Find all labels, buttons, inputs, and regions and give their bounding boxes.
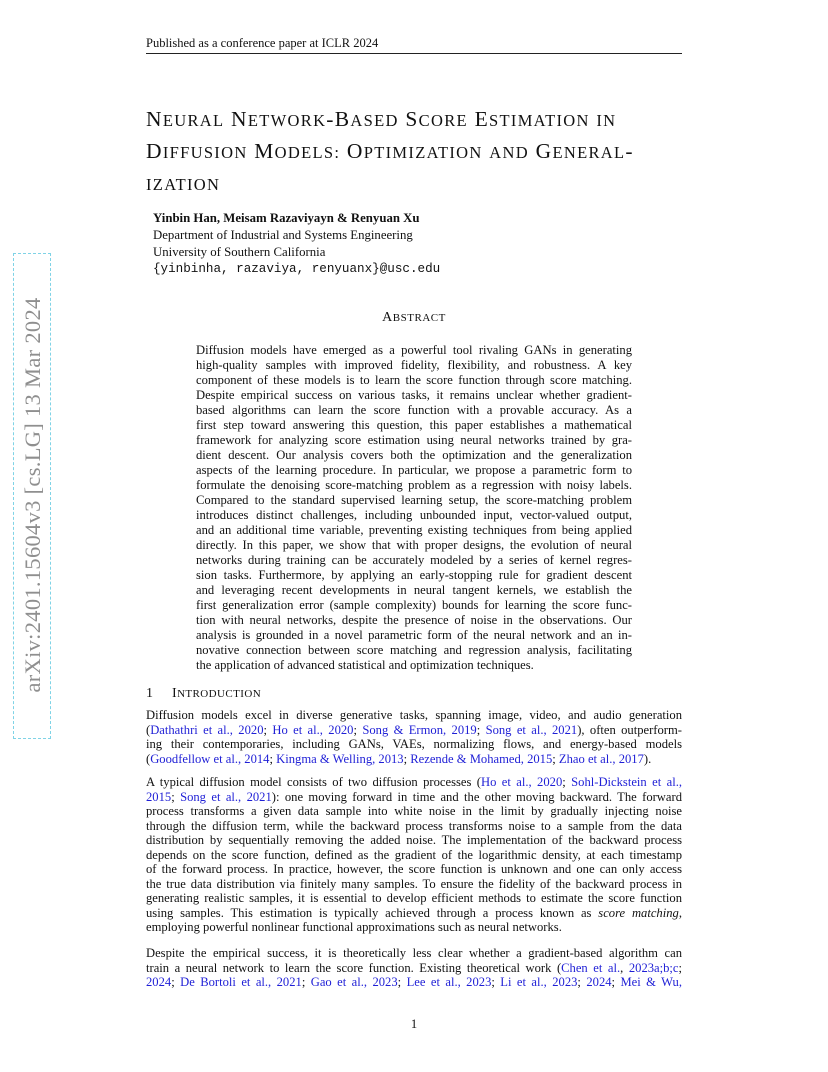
- citation-link[interactable]: De Bortoli et al., 2021: [180, 975, 302, 990]
- citation-link[interactable]: Ho et al., 2020: [480, 775, 563, 789]
- paragraph-line: Diffusion models excel in diverse generative tasks, spanning image, video, and audio generation: [146, 708, 682, 722]
- emphasis-text: score matching: [598, 905, 679, 920]
- title-line: IZATION: [146, 175, 221, 194]
- citation-link[interactable]: Ho et al., 2020: [272, 722, 354, 737]
- citation-link[interactable]: Rezende & Mohamed, 2015: [410, 751, 553, 766]
- abstract-line: aspects of the learning procedure. In particular, we propose a parametric form to: [196, 463, 632, 477]
- paragraph-line: train a neural network to learn the score function. Existing theoretical work (Chen et al., 2023a;b;c;: [146, 960, 683, 975]
- paragraph-line: generating realistic samples, it is essential to develop efficient methods to estimate the score function: [146, 891, 682, 906]
- title-line: NEURAL NETWORK-BASED SCORE ESTIMATION IN: [146, 107, 617, 131]
- paragraph-line: distribution by sequentially removing the added noise. The implementation of the backward process: [146, 833, 682, 848]
- citation-link[interactable]: 2024: [586, 975, 612, 990]
- author-names: Yinbin Han, Meisam Razaviyayn & Renyuan Xu: [153, 211, 420, 225]
- section-number: 1: [146, 686, 154, 701]
- citation-link[interactable]: Dathathri et al., 2020: [150, 722, 264, 737]
- arxiv-stamp-text: arXiv:2401.15604v3 [cs.LG] 13 Mar 2024: [20, 297, 45, 693]
- paragraph-line: A typical diffusion model consists of two diffusion processes (Ho et al., 2020; Sohl-Dickstein et al.,: [146, 775, 682, 789]
- abstract-line: networks during training can be accurately modeled by a series of kernel regres-: [196, 553, 632, 567]
- author-email[interactable]: {yinbinha, razaviya, renyuanx}@usc.edu: [153, 262, 441, 276]
- abstract-line: based algorithms can learn the score function with a provable accuracy. As a: [196, 403, 632, 417]
- citation-link[interactable]: Kingma & Welling, 2013: [276, 751, 404, 766]
- abstract-line: high-quality samples with improved fidelity, flexibility, and robustness. A key: [196, 358, 632, 372]
- citation-link[interactable]: Zhao et al., 2017: [558, 751, 644, 766]
- paragraph-line: (Goodfellow et al., 2014; Kingma & Welling, 2013; Rezende & Mohamed, 2015; Zhao et al., 2017).: [146, 751, 652, 766]
- abstract-line: Diffusion models have emerged as a powerful tool rivaling GANs in generating: [196, 343, 632, 357]
- abstract-line: first generalization error (sample complexity) bounds for learning the score func-: [196, 598, 632, 612]
- abstract-line: tion with neural networks, despite the presence of noise in the observations. Our: [196, 613, 632, 627]
- paragraph-line: ing their contemporaries, including GANs, VAEs, normalizing flows, and energy-based models: [146, 737, 682, 752]
- abstract-line: directly. In this paper, we show that with proper designs, the evolution of neural: [196, 538, 632, 552]
- citation-link[interactable]: Gao et al., 2023: [310, 975, 398, 990]
- paragraph-line: 2015; Song et al., 2021): one moving forward in time and the other moving backward. The forward: [146, 789, 682, 804]
- running-head: Published as a conference paper at ICLR 2024: [146, 36, 379, 50]
- abstract-line: component of these models is to learn the score function through score matching.: [196, 373, 632, 387]
- citation-link[interactable]: Sohl-Dickstein et al.,: [571, 775, 682, 789]
- citation-link[interactable]: Song et al., 2021: [180, 789, 272, 804]
- intro-paragraph-1: [146, 708, 682, 766]
- paragraph-line: using samples. This estimation is typically achieved through a process known as score matching,: [146, 905, 682, 920]
- abstract-line: the application of advanced statistical and optimization techniques.: [196, 658, 534, 672]
- abstract-line: Despite empirical success on various tasks, it remains unclear whether gradient-: [196, 388, 632, 402]
- abstract-line: first step toward answering this question, this paper establishes a mathematical: [196, 418, 632, 432]
- paragraph-line: (Dathathri et al., 2020; Ho et al., 2020; Song & Ermon, 2019; Song et al., 2021), often outperform-: [146, 722, 682, 737]
- abstract-line: and an additional time variable, preventing existing techniques from being applied: [196, 523, 632, 537]
- abstract-line: formulate the denoising score-matching problem as a regression with noisy labels.: [196, 478, 632, 492]
- abstract-body: [196, 343, 632, 673]
- citation-link[interactable]: Song & Ermon, 2019: [362, 722, 477, 737]
- author-university: University of Southern California: [153, 245, 326, 259]
- author-block: [153, 210, 613, 278]
- abstract-line: sion tasks. Furthermore, by applying an early-stopping rule for gradient descent: [196, 568, 632, 582]
- paragraph-line: through the diffusion term, while the backward process transforms noise to a sample from the data: [146, 818, 682, 833]
- paragraph-line: Despite the empirical success, it is theoretically less clear whether a gradient-based algorithm can: [146, 946, 682, 960]
- citation-link[interactable]: 2015: [146, 789, 172, 804]
- abstract-line: and leveraging recent developments in neural tangent kernels, we establish the: [196, 583, 632, 597]
- paragraph-line: employing powerful nonlinear functional approximations such as neural networks.: [146, 920, 562, 935]
- abstract-line: introduces distinct challenges, including unbounded input, vector-valued output,: [196, 508, 632, 522]
- paragraph-line: of the forward process. In practice, however, the score function is unknown and one can only access: [146, 862, 682, 877]
- intro-paragraph-3: [146, 946, 682, 990]
- paragraph-line: process transforms a given data sample into white noise in the limit by gradually injecting noise: [146, 804, 682, 819]
- abstract-line: Compared to the standard supervised learning setup, the score-matching problem: [196, 493, 632, 507]
- paper-title: [146, 104, 706, 200]
- citation-link[interactable]: Li et al., 2023: [500, 975, 578, 990]
- paragraph-line: depends on the score function, defined as the gradient of the logarithmic density, at each timestamp: [146, 847, 682, 862]
- paragraph-line: the true data distribution via finitely many samples. To ensure the fidelity of the backward process in: [146, 876, 682, 891]
- paragraph-line: 2024; De Bortoli et al., 2021; Gao et al., 2023; Lee et al., 2023; Li et al., 2023; 2024; Mei & Wu,: [146, 975, 682, 990]
- page-number: 1: [410, 1017, 418, 1031]
- abstract-line: analysis is grounded in a novel parametric form of the neural network and an in-: [196, 628, 632, 642]
- citation-link[interactable]: Song et al., 2021: [485, 722, 578, 737]
- intro-paragraph-2: [146, 775, 682, 935]
- title-line: DIFFUSION MODELS: OPTIMIZATION AND GENERAL-: [146, 139, 634, 163]
- abstract-line: novative connection between score matching and regression analysis, facilitating: [196, 643, 632, 657]
- citation-link[interactable]: Lee et al., 2023: [406, 975, 492, 990]
- citation-link[interactable]: 2024: [146, 975, 172, 990]
- header-rule: [146, 53, 682, 54]
- citation-link[interactable]: Chen et al.: [561, 960, 621, 975]
- section-title: INTRODUCTION: [172, 686, 262, 701]
- author-department: Department of Industrial and Systems Engineering: [153, 228, 413, 242]
- section-heading: [146, 686, 261, 702]
- abstract-line: framework for analyzing score estimation using neural networks trained by gra-: [196, 433, 632, 447]
- abstract-line: dient descent. Our analysis covers both the optimization and the generalization: [196, 448, 632, 462]
- abstract-heading: ABSTRACT: [382, 310, 446, 325]
- citation-link[interactable]: 2023a;b;c: [628, 960, 679, 975]
- citation-link[interactable]: Mei & Wu,: [620, 975, 682, 990]
- citation-link[interactable]: Goodfellow et al., 2014: [150, 751, 270, 766]
